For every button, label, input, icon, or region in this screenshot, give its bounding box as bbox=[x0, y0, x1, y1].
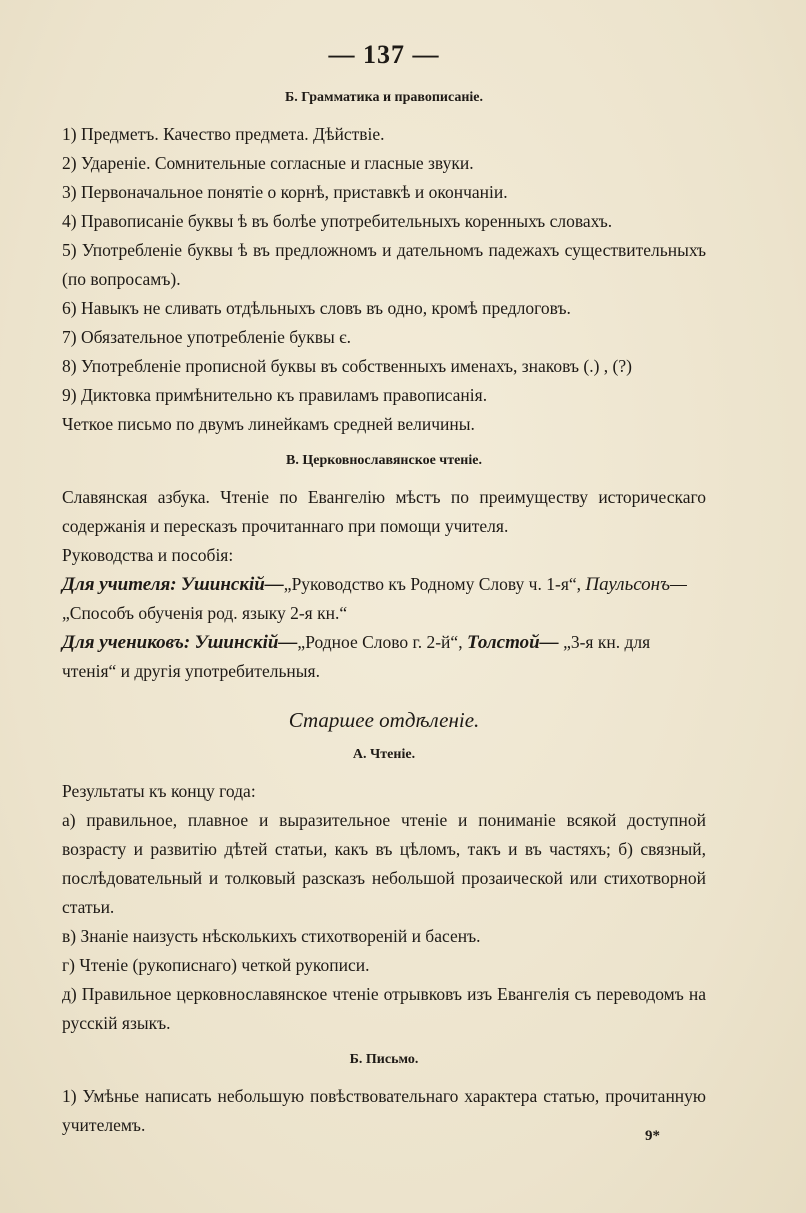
list-item: а) правильное, плавное и выразительное чтеніе и пониманіе всякой доступной возрасту и развитію дѣтей статьи, какъ въ цѣломъ, такъ и въ частяхъ; б) связный, послѣдовательный и толковый разсказъ небольшой прозаической или стихотворной статьи. bbox=[62, 810, 706, 917]
author-name: Ушинскій— bbox=[194, 632, 298, 653]
author-name: Паульсонъ— bbox=[585, 574, 687, 595]
list-item: 1) Умѣнье написать небольшую повѣствовательнаго характера статью, прочитанную учителемъ. bbox=[62, 1086, 706, 1135]
list-item: 8) Употребленіе прописной буквы въ собственныхъ именахъ, знаковъ (.) , (?) bbox=[62, 356, 632, 376]
teacher-lead: Для учителя: bbox=[62, 574, 177, 595]
student-guides bbox=[62, 628, 706, 686]
section-heading-grammar: Б. Грамматика и правописаніе. bbox=[284, 90, 484, 105]
list-item: 7) Обязательное употребленіе буквы є. bbox=[62, 327, 352, 347]
list-item: 6) Навыкъ не сливать отдѣльныхъ словъ въ одно, кромѣ предлоговъ. bbox=[62, 298, 571, 318]
list-item: Четкое письмо по двумъ линейкамъ средней величины. bbox=[62, 414, 475, 434]
list-item: 1) Предметъ. Качество предмета. Дѣйствіе. bbox=[62, 124, 385, 144]
page-number: — 137 — bbox=[328, 40, 440, 69]
student-lead: Для учениковъ: bbox=[62, 632, 191, 653]
list-item: 4) Правописаніе буквы ѣ въ болѣе употребительныхъ коренныхъ словахъ. bbox=[62, 211, 613, 231]
senior-department-heading: Старшее отдѣленіе. bbox=[288, 708, 480, 732]
list-item: в) Знаніе наизусть нѣсколькихъ стихотвореній и басенъ. bbox=[62, 926, 481, 946]
book-title: „Способъ обученія род. языку 2-я кн.“ bbox=[62, 603, 348, 623]
section-heading-church-reading: В. Церковнославянское чтеніе. bbox=[286, 453, 482, 468]
section-heading-reading: А. Чтеніе. bbox=[352, 747, 416, 762]
results-label: Результаты къ концу года: bbox=[62, 781, 256, 801]
writing-list bbox=[62, 1082, 706, 1140]
church-reading-paragraph: Славянская азбука. Чтеніе по Евангелію мѣстъ по преимуществу историческаго содержанія и пересказъ прочитаннаго при помощи учителя. bbox=[62, 487, 706, 536]
reading-list bbox=[62, 806, 706, 1038]
author-name: Толстой— bbox=[466, 632, 559, 653]
book-title: „Родное Слово г. 2-й“, bbox=[297, 632, 463, 652]
author-name: Ушинскій— bbox=[180, 574, 284, 595]
list-item: 3) Первоначальное понятіе о корнѣ, приставкѣ и окончаніи. bbox=[62, 182, 508, 202]
book-title: „3-я кн. для чтенія“ и другія употребительныя. bbox=[62, 632, 651, 681]
grammar-list bbox=[62, 120, 706, 439]
list-item: 5) Употребленіе буквы ѣ въ предложномъ и дательномъ падежахъ существительныхъ (по вопросамъ). bbox=[62, 240, 706, 289]
list-item: г) Чтеніе (рукописнаго) четкой рукописи. bbox=[62, 955, 370, 975]
list-item: 2) Удареніе. Сомнительные согласные и гласные звуки. bbox=[62, 153, 474, 173]
teacher-guides bbox=[62, 570, 706, 628]
section-heading-writing: Б. Письмо. bbox=[349, 1052, 419, 1067]
signature-mark: 9* bbox=[645, 1128, 660, 1144]
list-item: 9) Диктовка примѣнительно къ правиламъ правописанія. bbox=[62, 385, 488, 405]
guides-label: Руководства и пособія: bbox=[62, 545, 234, 565]
book-title: „Руководство къ Родному Слову ч. 1-я“, bbox=[283, 574, 582, 594]
list-item: д) Правильное церковнославянское чтеніе отрывковъ изъ Евангелія съ переводомъ на русскій языкъ. bbox=[62, 984, 706, 1033]
